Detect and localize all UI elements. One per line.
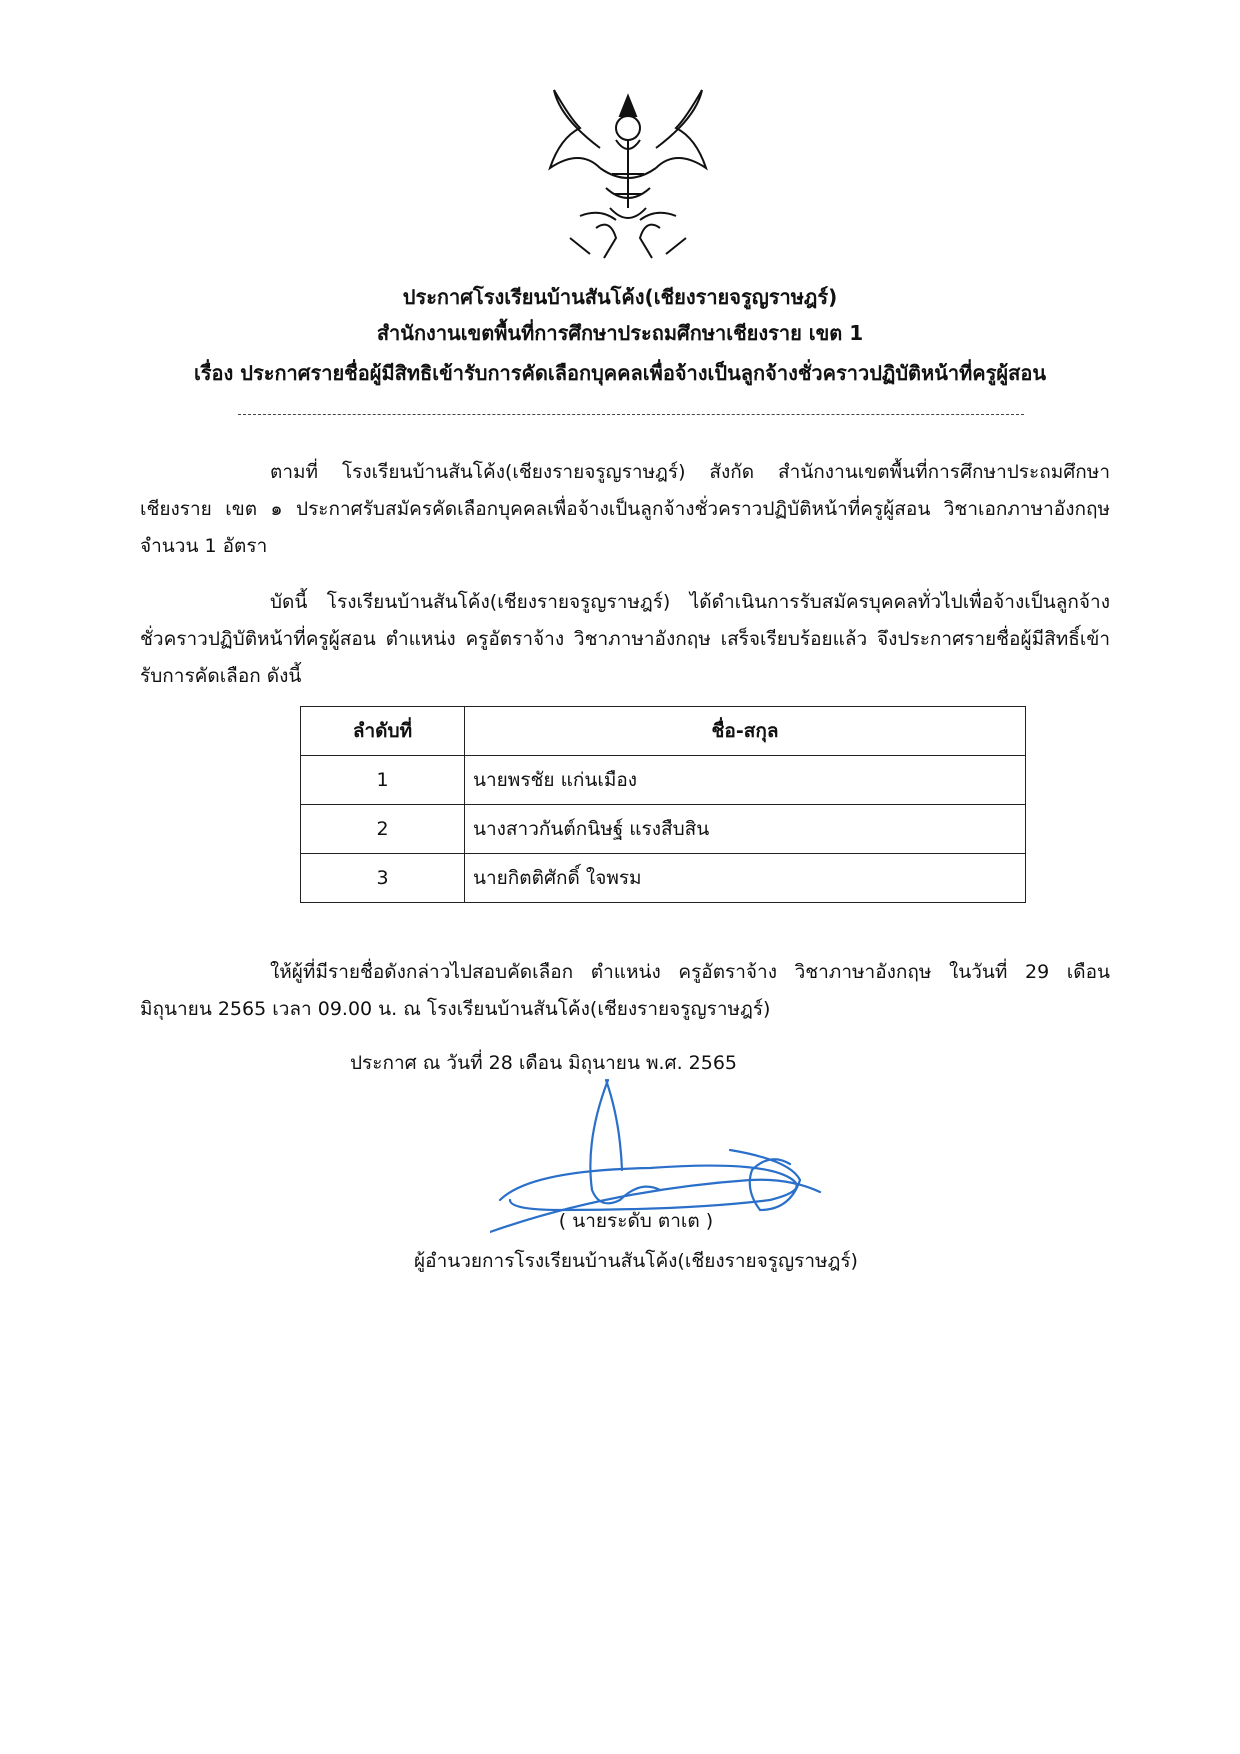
row-number: 2 — [301, 805, 465, 854]
paragraph-1: ตามที่ โรงเรียนบ้านสันโค้ง(เชียงรายจรูญราษฎร์) สังกัด สำนักงานเขตพื้นที่การศึกษาประถมศึกษาเชียงราย เขต ๑ ประกาศรับสมัครคัดเลือกบุคคลเพื่อจ้างเป็นลูกจ้างชั่วคราวปฏิบัติหน้าที่ครูผู้สอน วิชาเอกภาษาอังกฤษ จำนวน 1 อัตรา — [140, 461, 1110, 557]
garuda-emblem-icon — [540, 88, 716, 266]
dashed-divider — [238, 414, 1024, 415]
header-line-2: สำนักงานเขตพื้นที่การศึกษาประถมศึกษาเชียงราย เขต 1 — [376, 321, 864, 345]
row-name: นางสาวกันต์กนิษฐ์ แรงสืบสิน — [465, 805, 1026, 854]
signer-title: ผู้อำนวยการโรงเรียนบ้านสันโค้ง(เชียงรายจรูญราษฎร์) — [414, 1250, 858, 1272]
row-name: นายพรชัย แก่นเมือง — [465, 756, 1026, 805]
row-number: 3 — [301, 854, 465, 903]
row-name: นายกิตติศักดิ์ ใจพรม — [465, 854, 1026, 903]
column-header-order: ลำดับที่ — [301, 707, 465, 756]
paragraph-2: บัดนี้ โรงเรียนบ้านสันโค้ง(เชียงรายจรูญราษฎร์) ได้ดำเนินการรับสมัครบุคคลทั่วไปเพื่อจ้างเป็นลูกจ้างชั่วคราวปฏิบัติหน้าที่ครูผู้สอน ตำแหน่ง ครูอัตราจ้าง วิชาภาษาอังกฤษ เสร็จเรียบร้อยแล้ว จึงประกาศรายชื่อผู้มีสิทธิ์เข้ารับการคัดเลือก ดังนี้ — [140, 591, 1110, 687]
paragraph-3: ให้ผู้ที่มีรายชื่อดังกล่าวไปสอบคัดเลือก ตำแหน่ง ครูอัตราจ้าง วิชาภาษาอังกฤษ ในวันที่ 29 เดือน มิถุนายน 2565 เวลา 09.00 น. ณ โรงเรียนบ้านสันโค้ง(เชียงรายจรูญราษฎร์) — [140, 961, 1110, 1020]
header-line-1: ประกาศโรงเรียนบ้านสันโค้ง(เชียงรายจรูญราษฎร์) — [402, 285, 838, 309]
table-row — [301, 805, 1026, 854]
table-row — [301, 756, 1026, 805]
announce-date: ประกาศ ณ วันที่ 28 เดือน มิถุนายน พ.ศ. 2565 — [350, 1052, 738, 1074]
candidate-table — [300, 706, 1026, 903]
signer-name: ( นายระดับ ตาเต ) — [558, 1210, 714, 1232]
header-subject: เรื่อง ประกาศรายชื่อผู้มีสิทธิเข้ารับการคัดเลือกบุคคลเพื่อจ้างเป็นลูกจ้างชั่วคราวปฏิบัติหน้าที่ครูผู้สอน — [193, 361, 1047, 385]
row-number: 1 — [301, 756, 465, 805]
column-header-name: ชื่อ-สกุล — [465, 707, 1026, 756]
table-header-row — [301, 707, 1026, 756]
table-row — [301, 854, 1026, 903]
